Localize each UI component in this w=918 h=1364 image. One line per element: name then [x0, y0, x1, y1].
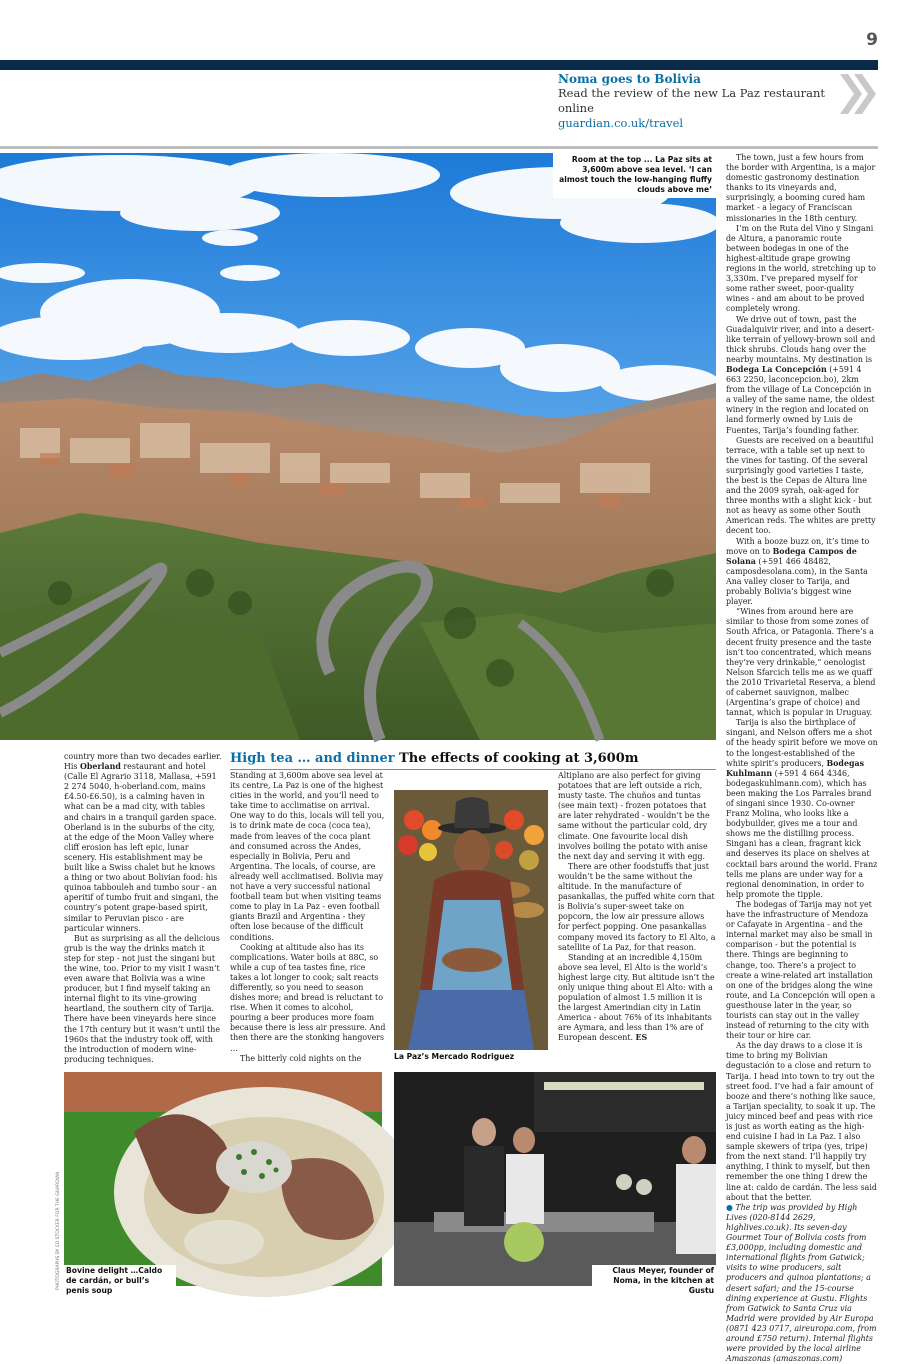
market-caption: La Paz’s Mercado Rodriguez [394, 1052, 515, 1061]
left-column [64, 752, 222, 1065]
soup-caption: Bovine delight …Caldo de cardán, or bull’s penis soup [64, 1265, 176, 1297]
text: We drive out of town, past the Guadalquivir river, and into a desert-like terrain of yellowy-brown soil and thick shrubs. Clouds hang over the nearby mountains. My destination is [726, 314, 876, 364]
section-rule [0, 146, 878, 149]
promo-title[interactable]: Noma goes to Bolivia [558, 72, 701, 86]
paragraph: I’m on the Ruta del Vino y Singani de Altura, a panoramic route between bodegas in one of the highest-altitude grape growing regions in the world, stretching up to 3,330m. I’ve prepared myself for some rather sweet, poor-quality wines - and am about to be proved completely wrong. [726, 223, 876, 314]
page-number: 9 [866, 30, 878, 50]
venue-name: Bodega La Concepción [726, 364, 827, 374]
paragraph: Cooking at altitude also has its complications. Water boils at 88C, so while a cup of tea tastes fine, rice takes a lot longer to cook; salt reacts differently, so you need to season dishes more; and bread is reluctant to rise. When it comes to alcohol, pouring a beer produces more foam because there is less air pressure. And then there are the stonking hangovers … [230, 942, 386, 1053]
venue-name: Oberland [79, 762, 121, 772]
online-promo[interactable] [558, 72, 836, 130]
sidebar-column-2 [558, 771, 716, 1044]
byline: ES [635, 1033, 648, 1043]
paragraph: “Wines from around here are similar to those from some zones of South Africa, or Patagonia. There’s a decent fruity presence and the taste isn’t too concentrated, which means they’re very drinkable,” oenologist Nelson Sfarcich tells me as we quaff the 2010 Trivarietal Reserva, a blend of cabernet sauvignon, malbec (Argentina’s grape of choice) and tannat, which is popular in Uruguay. [726, 607, 876, 718]
text: (+591 4 664 4346, bodegaskuhlmann.com), which has been making the Los Parrales brand of singani since 1930. Co-owner Franz Molina, who looks like a bodybuilder, gives me a tour and shows me the distilling process. Singani has a clean, fragrant kick and deserves its place on shelves at cocktail bars around the world. Franz tells me plans are under way for a regional denomination, in order to help promote the tipple. [726, 768, 878, 899]
paragraph: But as surprising as all the delicious grub is the way the drinks match it step for step - not just the singani but the wine, too. Prior to my visit I wasn’t even aware that Bolivia was a wine producer, but I find myself taking an internal flight to its vine-growing heartland, the southern city of Tarija. There have been vineyards here since the 17th century but it wasn’t until the 1960s that the industry took off, with the introduction of modern wine-producing techniques. [64, 933, 220, 1064]
promo-text: Read the review of the new La Paz restaurant online [558, 86, 826, 115]
paragraph: The bitterly cold nights on the [240, 1053, 362, 1063]
top-bar [0, 60, 878, 70]
bullet-icon: ● [726, 1202, 733, 1212]
sidebar-title: The effects of cooking at 3,600m [399, 751, 639, 766]
sidebar-column-1 [230, 771, 386, 1064]
trip-footnote: The trip was provided by High Lives (020-8144 2629, highlives.co.uk). Its seven-day Gourmet Tour of Bolivia costs from £3,000pp, including domestic and international flights from Gatwick; visits to wine producers, salt producers and quinoa plantations; a desert safari; and the 15-course dining experience at Gustu. Flights from Gatwick to Santa Cruz via Madrid were provided by Air Europa (0871 423 0717, aireuropa.com, from around £750 return). Internal flights were provided by the local airline Amaszonas (amaszonas.com) [726, 1202, 877, 1364]
text: Tarija is also the birthplace of singani, and Nelson offers me a shot of the heady spirit before we move on to the longest-established of the white spirit’s producers, [726, 718, 878, 768]
text: Standing at an incredible 4,150m above sea level, El Alto is the world’s highest large city. But altitude isn’t the only unique thing about El Alto: with a population of almost 1.5 million it is the largest Amerindian city in Latin America - about 76% of its inhabitants are Aymara, and less than 1% are of European descent. [558, 952, 715, 1043]
soup-photo [64, 1072, 382, 1286]
text: country more than two decades earlier. His [64, 752, 222, 772]
promo-link[interactable]: guardian.co.uk/travel [558, 116, 684, 130]
la-paz-hero-photo [0, 153, 716, 740]
text: With a booze buzz on, it’s time to move on to [726, 536, 870, 556]
paragraph [558, 953, 716, 1044]
chevron-right-icon[interactable] [838, 72, 878, 116]
venue-name: Bodega Campos de Solana [726, 546, 857, 566]
paragraph: Standing at 3,600m above sea level at its centre, La Paz is one of the highest cities in the world, and you’ll need to take time to acclimatise on arrival. One way to do this, locals will tell you, is to drink mate de coca (coca tea), made from leaves of the coca plant and consumed across the Andes, especially in Bolivia, Peru and Argentina. The locals, of course, are already well acclimatised. Bolivia may not have a very successful national football team but when visiting teams come to play in La Paz - even football giants Brazil and Argentina - they often lose because of the difficult conditions. [230, 771, 385, 942]
paragraph: Guests are received on a beautiful terrace, with a table set up next to the vines for tasting. Of the several surprisingly good varieties I taste, the best is the Cepas de Altura line and the 2009 syrah, oak-aged for three months with a slight kick - but not as heavy as some other South American reds. The whites are pretty decent too. [726, 435, 876, 536]
paragraph: The town, just a few hours from the border with Argentina, is a major domestic gastronomy destination thanks to its vineyards and, surprisingly, a booming cured ham market - a legacy of Franciscan missionaries in the 18th century. [726, 153, 876, 223]
paragraph: As the day draws to a close it is time to bring my Bolivian degustación to a close and return to Tarija. I head into town to try out the street food. I’ve had a fair amount of booze and there’s nothing like sauce, a Tarijan speciality, to soak it up. The juicy minced beef and peas with rice is just as worth eating as the high-end cuisine I had in La Paz. I also sample skewers of tripa (yes, tripe) from the next stand. I’ll happily try anything, I think to myself, but then remember the one thing I drew the line at: caldo de cardán. The less said about that the better. [726, 1041, 877, 1202]
text: (+591 4 663 2250, laconcepcion.bo), 2km from the village of La Concepción in a valley of the same name, the oldest winery in the region and located on land formerly owned by Luis de Fuentes, Tarija’s founding father. [726, 364, 875, 435]
paragraph: Altiplano are also perfect for giving potatoes that are left outside a rich, musty taste. The chuños and tuntas (see main text) - frozen potatoes that are later rehydrated - wouldn’t be the same without the particular cold, dry climate. One favourite local dish involves boiling the potato with anise the next day and serving it with egg. [558, 771, 710, 861]
hero-caption: Room at the top ... La Paz sits at 3,600m above sea level. ‘I can almost touch the low-hanging fluffy clouds above me’ [553, 153, 716, 198]
text: restaurant and hotel (Calle El Agrario 3118, Mallasa, +591 2 274 5040, h-oberland.com, mains £4.50-£6.50), is a calming haven in what can be a mad city, with tables and chairs in a tranquil garden space. Oberland is in the suburbs of the city, at the edge of the Moon Valley where cliff erosion has left epic, lunar scenery. His establishment may be built like a Swiss chalet but he knows a thing or two about Bolivian food: his quinoa tabbouleh and tumbo sour - an aperitif of tumbo fruit and singani, the country’s potent grape-based spirit, similar to Peruvian pisco - are particular winners. [64, 762, 219, 933]
venue-name: Bodegas Kuhlmann [726, 758, 865, 778]
paragraph: The bodegas of Tarija may not yet have the infrastructure of Mendoza or Cafayate in Argentina - and the internal market may also be small in comparison - but the potential is there. Things are beginning to change, too. There’s a project to create a wine-related art installation on one of the bridges along the wine route, and La Concepción will open a guesthouse later in the year, so tourists can stay out in the valley instead of returning to the city with their tour or hire car. [726, 899, 876, 1041]
paragraph: There are other foodstuffs that just wouldn’t be the same without the altitude. In the manufacture of pasankallas, the puffed white corn that is Bolivia’s super-sweet take on popcorn, the low air pressure allows for perfect popping. One pasankallas company moved its factory to El Alto, a satellite of La Paz, for that reason. [558, 861, 716, 952]
kitchen-caption: Claus Meyer, founder of Noma, in the kitchen at Gustu [592, 1265, 716, 1297]
photo-credit: PHOTOGRAPHS BY ED STOCKER FOR THE GUARDIAN [56, 1171, 61, 1290]
text: (+591 466 48482, camposdesolana.com), in the Santa Ana valley closer to Tarija, and probably Bolivia’s biggest wine player. [726, 556, 868, 607]
kitchen-photo [394, 1072, 716, 1286]
sidebar-heading [230, 751, 716, 770]
sidebar-kicker: High tea … and dinner [230, 751, 395, 766]
market-photo [394, 790, 548, 1050]
right-column [726, 153, 878, 1364]
